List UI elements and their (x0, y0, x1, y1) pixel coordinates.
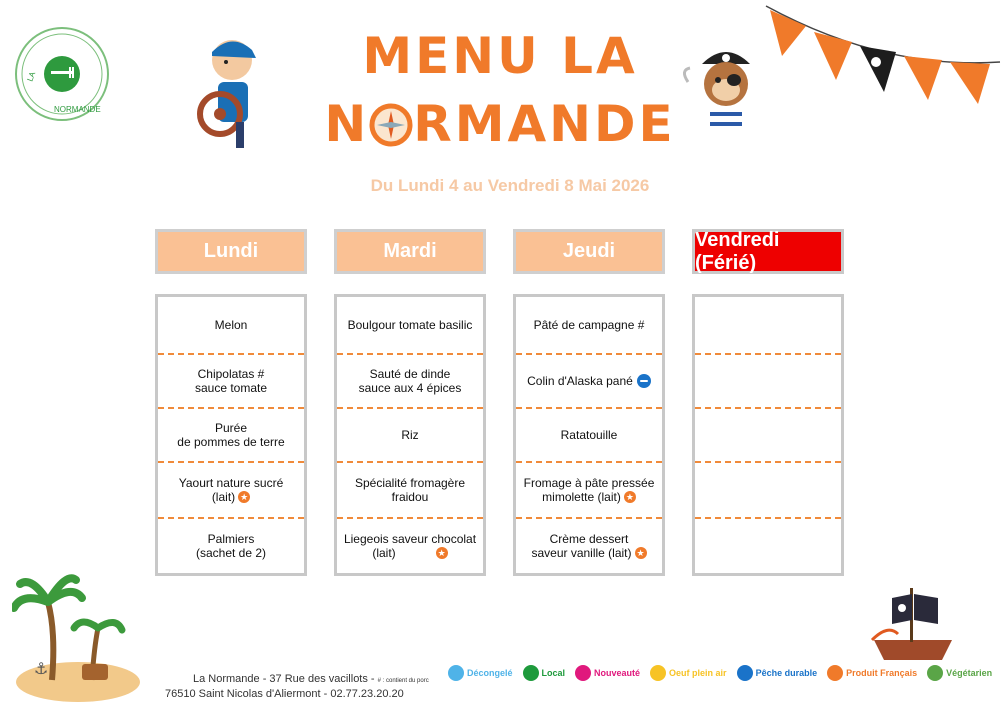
svg-text:NORMANDE: NORMANDE (54, 105, 101, 114)
day-header-mardi: Mardi (334, 229, 486, 274)
menu-item: Fromage à pâte pressée mimolette (lait)★ (516, 463, 662, 517)
menu-item: Sauté de dinde sauce aux 4 épices (358, 367, 462, 395)
new-icon (575, 665, 591, 681)
pirate-boy-illustration (190, 32, 270, 150)
legend (448, 665, 992, 681)
day-header-vendredi: Vendredi (Férié) (692, 229, 844, 274)
menu-item: Spécialité fromagère fraidou (354, 476, 466, 504)
menu-item: Riz (401, 428, 419, 442)
bunting-flags-decoration (764, 0, 1001, 110)
day-header-jeudi: Jeudi (513, 229, 665, 274)
produit-francais-icon (624, 491, 636, 503)
menu-item: Purée de pommes de terre (177, 421, 285, 449)
menu-item: Palmiers (sachet de 2) (195, 532, 267, 560)
row-divider (695, 517, 841, 519)
menu-column-vendredi (692, 294, 844, 576)
footer-address-line2: 76510 Saint Nicolas d'Aliermont - 02.77.23.20.20 (165, 688, 404, 700)
produit-francais-icon (238, 491, 250, 503)
pirate-monkey-illustration (676, 42, 772, 148)
compass-icon (369, 102, 413, 146)
menu-item: Crème dessert saveur vanille (lait)★ (516, 519, 662, 573)
row-divider (695, 407, 841, 409)
leaf-icon (927, 665, 943, 681)
fish-icon (737, 665, 753, 681)
pork-note: # : contient du porc (377, 678, 429, 684)
title-rest: RMANDE (413, 95, 676, 153)
menu-column-lundi (155, 294, 307, 576)
svg-text:LA: LA (25, 70, 38, 83)
row-divider (695, 353, 841, 355)
title-letter-n: N (324, 95, 370, 153)
snowflake-icon (448, 665, 464, 681)
legend-nouveaute: Nouveauté (575, 665, 640, 681)
menu-item: Colin d'Alaska pané (516, 355, 662, 407)
legend-oeuf: Oeuf plein air (650, 665, 727, 681)
menu-item: Yaourt nature sucré (lait)★ (158, 463, 304, 517)
menu-item: Chipolatas # sauce tomate (194, 367, 268, 395)
row-divider (695, 461, 841, 463)
la-normande-logo (14, 26, 110, 122)
produit-francais-icon (436, 547, 448, 559)
menu-column-jeudi (513, 294, 665, 576)
menu-column-mardi (334, 294, 486, 576)
menu-item: Melon (214, 318, 248, 332)
page-title-line2 (300, 96, 700, 152)
legend-produit-francais: Produit Français (827, 665, 917, 681)
svg-text:⚓: ⚓ (34, 659, 49, 678)
day-header-lundi: Lundi (155, 229, 307, 274)
legend-vegetarien: Végétarien (927, 665, 992, 681)
menu-item: Ratatouille (560, 428, 618, 442)
legend-peche: Pêche durable (737, 665, 818, 681)
peche-durable-icon (637, 374, 651, 388)
date-range: Du Lundi 4 au Vendredi 8 Mai 2026 (370, 176, 650, 195)
star-icon (827, 665, 843, 681)
egg-icon (650, 665, 666, 681)
legend-local: Local (523, 665, 566, 681)
legend-decongele: Décongelé (448, 665, 513, 681)
local-icon (523, 665, 539, 681)
produit-francais-icon (635, 547, 647, 559)
footer-address-line1: La Normande - 37 Rue des vacillots - # : contient du porc (193, 673, 429, 685)
page-title-line1: MENU LA (362, 27, 638, 85)
menu-item: Pâté de campagne # (533, 318, 645, 332)
treasure-island-illustration (12, 572, 142, 704)
pirate-ship-illustration (868, 584, 958, 666)
menu-item: Boulgour tomate basilic (347, 318, 473, 332)
menu-item: Liegeois saveur chocolat (lait)★ (337, 519, 483, 573)
